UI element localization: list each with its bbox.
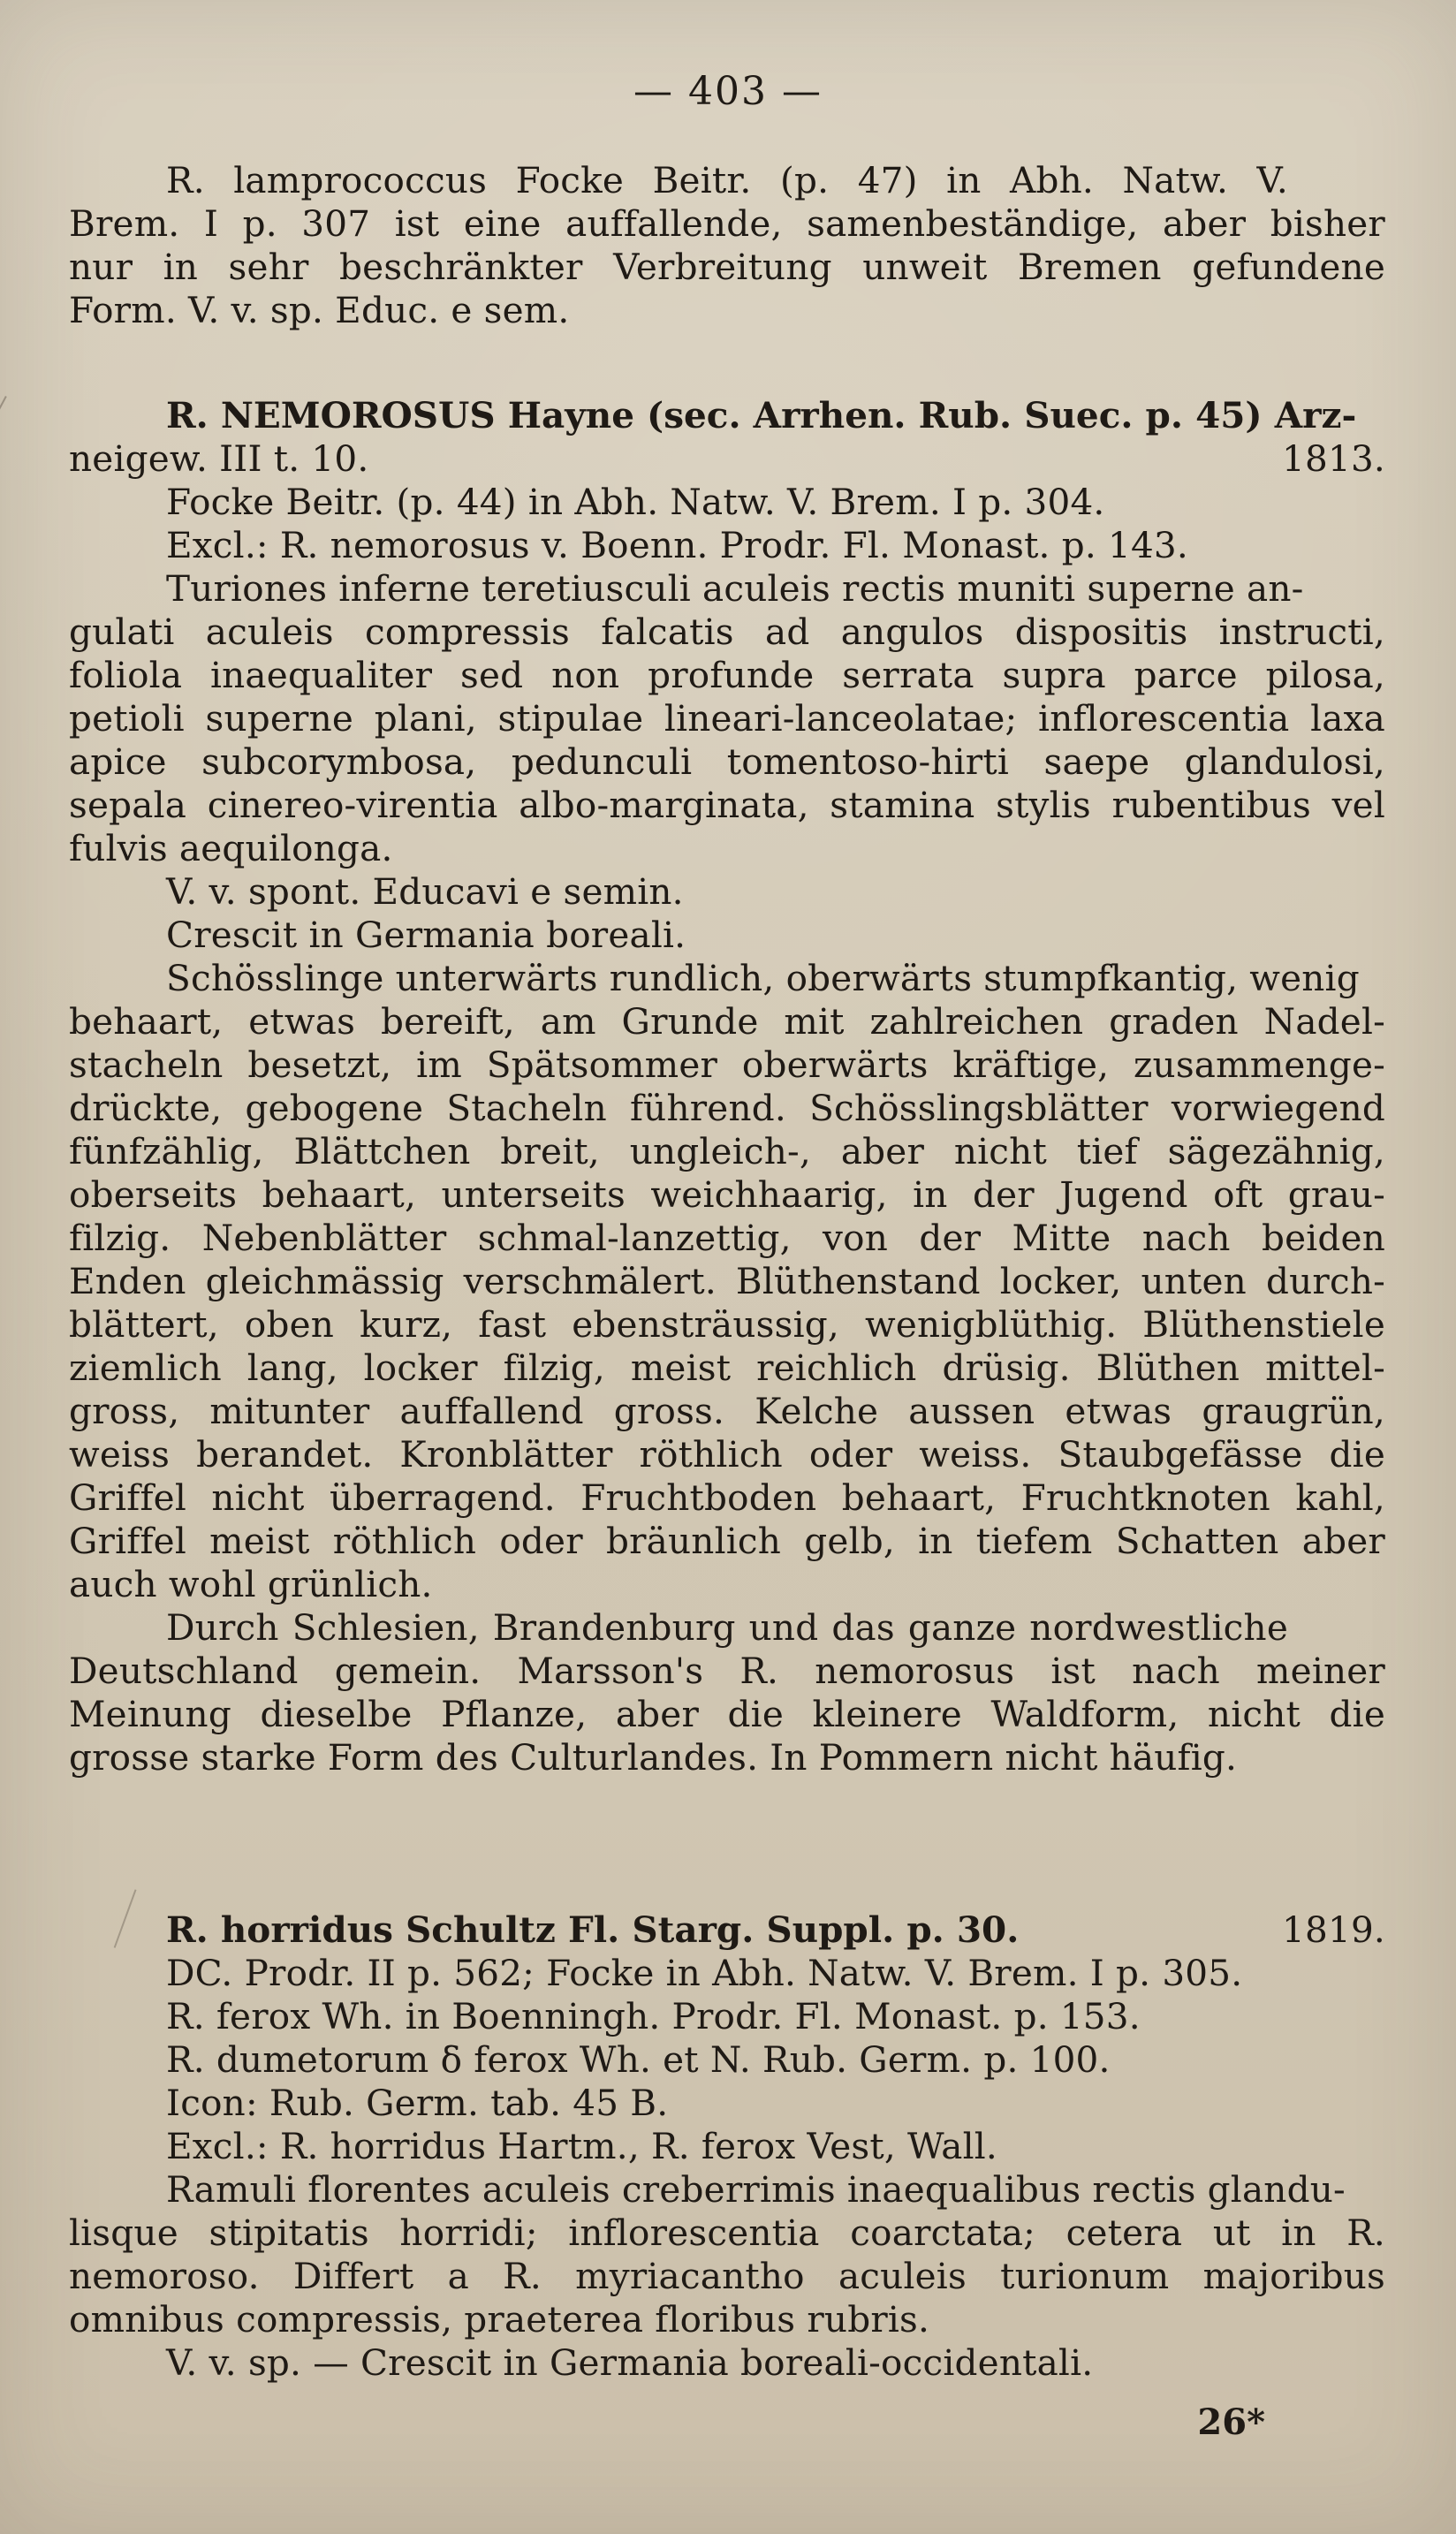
line-content: nemoroso. Differt a R. myriacantho aculeis turionum majoribus (69, 2255, 1385, 2297)
line-content: behaart, etwas bereift, am Grunde mit zahlreichen graden Nadel- (69, 1000, 1385, 1043)
text-line (69, 2255, 1385, 2298)
line-content: stacheln besetzt, im Spätsommer oberwärts kräftige, zusammenge- (69, 1043, 1385, 1086)
margin-pencil-mark (0, 396, 62, 621)
text-line (69, 2168, 1385, 2212)
text-line (69, 2082, 1385, 2125)
text-line (69, 1520, 1385, 1563)
text-line (69, 2298, 1385, 2341)
text-line (69, 567, 1385, 611)
line-content: grosse starke Form des Culturlandes. In Pommern nicht häufig. (69, 1736, 1238, 1779)
line-content: blättert, oben kurz, fast ebensträussig, wenigblüthig. Blüthenstiele (69, 1303, 1385, 1346)
line-content: Excl.: R. nemorosus v. Boenn. Prodr. Fl. Monast. p. 143. (166, 524, 1188, 566)
line-content: R. ferox Wh. in Boenningh. Prodr. Fl. Monast. p. 153. (166, 1995, 1141, 2037)
text-line (69, 481, 1385, 524)
text-line (69, 246, 1385, 289)
line-content: ziemlich lang, locker filzig, meist reichlich drüsig. Blüthen mittel- (69, 1347, 1385, 1389)
species-heading-line (69, 1908, 1385, 1952)
text-line (69, 1217, 1385, 1260)
text-line (69, 1952, 1385, 1995)
species-heading: R. NEMOROSUS Hayne (sec. Arrhen. Rub. Suec. p. 45) Arz- (166, 394, 1357, 436)
line-content: Turiones inferne teretiusculi aculeis rectis muniti superne an- (166, 567, 1304, 610)
line-content: auch wohl grünlich. (69, 1563, 433, 1605)
text-line (69, 1693, 1385, 1736)
text-line (69, 202, 1385, 246)
line-content: Icon: Rub. Germ. tab. 45 B. (166, 2082, 669, 2124)
line-content: R. dumetorum δ ferox Wh. et N. Rub. Germ. p. 100. (166, 2038, 1111, 2081)
text-line (69, 524, 1385, 567)
line-content: gross, mitunter auffallend gross. Kelche aussen etwas graugrün, (69, 1390, 1385, 1432)
line-content: Deutschland gemein. Marsson's R. nemorosus ist nach meiner (69, 1650, 1385, 1692)
text-line (69, 1260, 1385, 1303)
text-line (69, 784, 1385, 827)
species-heading-line (69, 394, 1385, 437)
line-content: Enden gleichmässig verschmälert. Blüthenstand locker, unten durch- (69, 1260, 1385, 1302)
nemorosus-entry (69, 394, 1385, 1779)
text-line (69, 2125, 1385, 2168)
line-content: Durch Schlesien, Brandenburg und das ganze nordwestliche (166, 1606, 1288, 1649)
text-line (69, 1433, 1385, 1476)
line-content: Brem. I p. 307 ist eine auffallende, samenbeständige, aber bisher (69, 202, 1385, 245)
line-content: sepala cinereo-virentia albo-marginata, stamina stylis rubentibus vel (69, 784, 1385, 826)
line-content: neigew. III t. 10. (69, 437, 369, 480)
line-content: Meinung dieselbe Pflanze, aber die kleinere Waldform, nicht die (69, 1693, 1385, 1735)
text-line (69, 1650, 1385, 1693)
text-line (69, 1303, 1385, 1347)
text-line (69, 2038, 1385, 2082)
text-line (69, 2212, 1385, 2255)
line-content: V. v. sp. — Crescit in Germania boreali-occidentali. (166, 2341, 1094, 2384)
line-content: omnibus compressis, praeterea floribus rubris. (69, 2298, 930, 2341)
text-line (69, 1087, 1385, 1130)
line-content: nur in sehr beschränkter Verbreitung unweit Bremen gefundene (69, 246, 1385, 288)
page-number: — 403 — (633, 69, 823, 114)
line-content: apice subcorymbosa, pedunculi tomentoso-hirti saepe glandulosi, (69, 740, 1385, 783)
line-content: petioli superne plani, stipulae lineari-lanceolatae; inflorescentia laxa (69, 697, 1385, 740)
text-line (69, 740, 1385, 784)
text-line (69, 654, 1385, 697)
text-line (69, 1043, 1385, 1087)
text-line (69, 1995, 1385, 2038)
line-content: Ramuli florentes aculeis creberrimis inaequalibus rectis glandu- (166, 2168, 1346, 2211)
species-heading: R. horridus Schultz Fl. Starg. Suppl. p. 30. (166, 1908, 1020, 1951)
page-signature: 26* (1197, 2401, 1265, 2443)
line-content: fulvis aequilonga. (69, 827, 393, 869)
lamprococcus-entry (69, 159, 1385, 332)
text-line (69, 1606, 1385, 1650)
line-content: filzig. Nebenblätter schmal-lanzettig, von der Mitte nach beiden (69, 1217, 1385, 1259)
text-line (69, 437, 1385, 481)
text-line (69, 1000, 1385, 1043)
line-content: Focke Beitr. (p. 44) in Abh. Natw. V. Brem. I p. 304. (166, 481, 1105, 523)
line-content: weiss berandet. Kronblätter röthlich oder weiss. Staubgefässe die (69, 1433, 1385, 1476)
text-line (69, 1347, 1385, 1390)
line-content: foliola inaequaliter sed non profunde serrata supra parce pilosa, (69, 654, 1385, 696)
text-line (69, 289, 1385, 332)
horridus-entry (69, 1908, 1385, 2385)
line-content: Griffel meist röthlich oder bräunlich gelb, in tiefem Schatten aber (69, 1520, 1385, 1562)
publication-year: 1813. (1282, 437, 1385, 480)
text-line (69, 1563, 1385, 1606)
text-line (69, 2341, 1385, 2385)
text-line (69, 870, 1385, 914)
text-line (69, 1476, 1385, 1520)
line-content: R. lamprococcus Focke Beitr. (p. 47) in Abh. Natw. V. (166, 159, 1288, 201)
line-content: Crescit in Germania boreali. (166, 914, 686, 956)
text-line (69, 1390, 1385, 1433)
text-line (69, 697, 1385, 740)
line-content: Form. V. v. sp. Educ. e sem. (69, 289, 570, 331)
text-line (69, 957, 1385, 1000)
text-line (69, 1173, 1385, 1217)
publication-year: 1819. (1282, 1908, 1385, 1951)
line-content: drückte, gebogene Stacheln führend. Schösslingsblätter vorwiegend (69, 1087, 1385, 1129)
line-content: fünfzählig, Blättchen breit, ungleich-, aber nicht tief sägezähnig, (69, 1130, 1385, 1172)
text-line (69, 611, 1385, 654)
line-content: Schösslinge unterwärts rundlich, oberwärts stumpfkantig, wenig (166, 957, 1360, 999)
line-content: V. v. spont. Educavi e semin. (166, 870, 684, 913)
line-content: Excl.: R. horridus Hartm., R. ferox Vest, Wall. (166, 2125, 997, 2167)
text-line (69, 1130, 1385, 1173)
line-content: DC. Prodr. II p. 562; Focke in Abh. Natw. V. Brem. I p. 305. (166, 1952, 1243, 1994)
text-line (69, 914, 1385, 957)
line-content: lisque stipitatis horridi; inflorescentia coarctata; cetera ut in R. (69, 2212, 1385, 2254)
text-line (69, 827, 1385, 870)
text-line (69, 159, 1385, 202)
line-content: Griffel nicht überragend. Fruchtboden behaart, Fruchtknoten kahl, (69, 1476, 1385, 1519)
line-content: oberseits behaart, unterseits weichhaarig, in der Jugend oft grau- (69, 1173, 1385, 1216)
line-content: gulati aculeis compressis falcatis ad angulos dispositis instructi, (69, 611, 1385, 653)
text-line (69, 1736, 1385, 1779)
